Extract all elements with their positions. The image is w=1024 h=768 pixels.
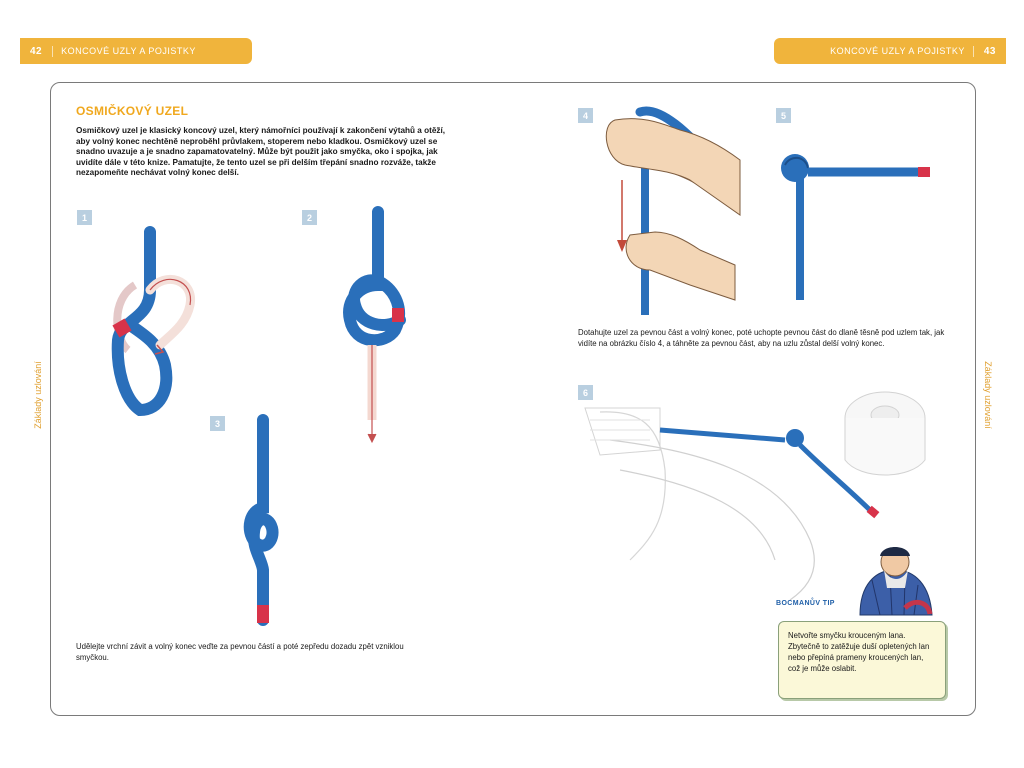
tip-label: BOCMANŮV TIP: [776, 600, 835, 607]
caption-left: Udělejte vrchní závit a volný konec veďte za pevnou částí a poté zepředu dozadu zpět vzniklou smyčkou.: [76, 642, 404, 662]
page-number-left: 42: [20, 46, 53, 57]
step-1-illustration: [112, 232, 190, 410]
caption-right: Dotahujte uzel za pevnou část a volný konec, poté uchopte pevnou část do dlaně těsně pod uzlem tak, jak vidíte na obrázku číslo 4, a táhněte za pevnou část, aby na uzlu zůstal delší volný konec.: [578, 328, 945, 348]
tip-box: [778, 621, 946, 699]
section-intro: Osmičkový uzel je klasický koncový uzel, který námořníci používají k zakončení výtahů a otěží, aby volný konec nechtěně neproběhl průvlakem, stoperem nebo kladkou. Osmičkový uzel se snadno uvazuje a je snadno zapamatovatelný. Může být použit jako smyčka, oko i spojka, jak uvidíte dále v této knize. Pamatujte, že tento uzel se při delším třepání snadno rozváže, takže nezapomeňte nechávat volný konec delší.: [76, 126, 446, 178]
tip-text: Netvořte smyčku krouceným lana. Zbytečně to zatěžuje duší opletených lan nebo přepíná prameny kroucených lan, což je může oslabit.: [788, 631, 930, 673]
bosun-illustration: [860, 547, 932, 615]
side-label-right: Základy uzlování: [983, 361, 994, 429]
step-2-illustration: [349, 212, 404, 442]
page-number-right: 43: [973, 46, 1006, 57]
step-5-illustration: [781, 154, 930, 300]
section-title: OSMIČKOVÝ UZEL: [76, 104, 189, 118]
side-label-left: Základy uzlování: [32, 361, 43, 429]
step-badge-3: 3: [210, 416, 225, 431]
step-4-illustration: [606, 111, 740, 315]
chapter-title-right: KONCOVÉ UZLY A POJISTKY: [830, 46, 965, 56]
step-6-illustration: [585, 392, 925, 600]
step-badge-5: 5: [776, 108, 791, 123]
step-3-illustration: [250, 420, 273, 623]
chapter-title-left: KONCOVÉ UZLY A POJISTKY: [61, 46, 196, 56]
step-badge-6: 6: [578, 385, 593, 400]
step-badge-1: 1: [77, 210, 92, 225]
step-badge-4: 4: [578, 108, 593, 123]
step-badge-2: 2: [302, 210, 317, 225]
